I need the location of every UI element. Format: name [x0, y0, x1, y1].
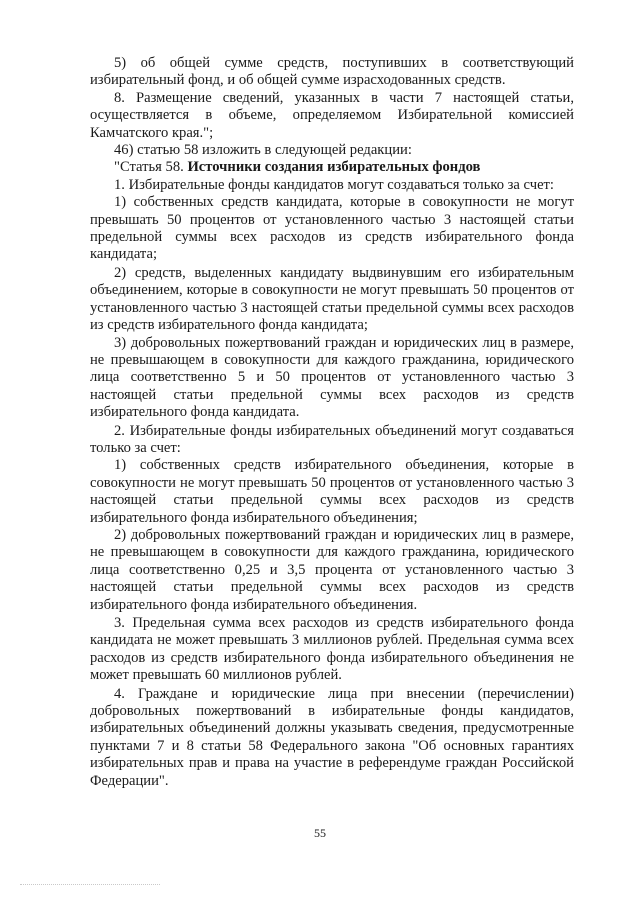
paragraph-part-2-item-1: 1) собственных средств избирательного объединения, которые в совокупности не могут превышать 50 процентов от установленного частью 3 настоящей статьи предельной суммы всех расходов из средств избирательного фонда избирательного объединения;	[90, 457, 574, 526]
paragraph-part-2: 2. Избирательные фонды избирательных объединений могут создаваться только за счет:	[90, 422, 574, 456]
article-heading	[90, 159, 574, 176]
paragraph-part-4: 4. Граждане и юридические лица при внесении (перечислении) добровольных пожертвований в избирательные фонды кандидатов, избирательных объединений должны указывать сведения, предусмотренные пунктами 7 и 8 статьи 58 Федерального закона "Об основных гарантиях избирательных прав и права на участие в референдуме граждан Российской Федерации".	[90, 685, 574, 789]
paragraph-part-1-item-3: 3) добровольных пожертвований граждан и юридических лиц в размере, не превышающем в совокупности для каждого гражданина, юридического лица соответственно 5 и 50 процентов от установленного частью 3 настоящей статьи предельной суммы всех расходов из средств избирательного фонда кандидата.	[90, 334, 574, 421]
paragraph-part-3: 3. Предельная сумма всех расходов из средств избирательного фонда кандидата не может превышать 3 миллионов рублей. Предельная сумма всех расходов из средств избирательного фонда избирательного объединения не может превышать 60 миллионов рублей.	[90, 615, 574, 684]
paragraph-part-1: 1. Избирательные фонды кандидатов могут создаваться только за счет:	[114, 176, 554, 193]
paragraph-part-1-item-1: 1) собственных средств кандидата, которые в совокупности не могут превышать 50 процентов от установленного частью 3 настоящей статьи предельной суммы всех расходов из средств избирательного фонда кандидата;	[90, 194, 574, 263]
page-number: 55	[314, 826, 326, 840]
paragraph-item-5: 5) об общей сумме средств, поступивших в соответствующий избирательный фонд, и об общей сумме израсходованных средств.	[90, 55, 574, 89]
paragraph-part-2-item-2: 2) добровольных пожертвований граждан и юридических лиц в размере, не превышающем в совокупности для каждого гражданина, юридического лица соответственно 0,25 и 3,5 процента от установленного частью 3 настоящей статьи предельной суммы всех расходов из средств избирательного фонда избирательного объединения.	[90, 526, 574, 613]
paragraph-amendment-46: 46) статью 58 изложить в следующей редакции:	[114, 142, 412, 159]
paragraph-part-1-item-2: 2) средств, выделенных кандидату выдвинувшим его избирательным объединением, которые в совокупности не могут превышать 50 процентов от установленного частью 3 настоящей статьи предельной суммы всех расходов из средств избирательного фонда кандидата;	[90, 264, 574, 334]
article-prefix: "Статья 58.	[114, 159, 188, 176]
document-body	[90, 55, 574, 790]
scan-artifact	[20, 884, 160, 887]
article-title: Источники создания избирательных фондов	[187, 159, 481, 176]
paragraph-part-8: 8. Размещение сведений, указанных в части 7 настоящей статьи, осуществляется в объеме, определяемом Избирательной комиссией Камчатского края.";	[90, 89, 574, 141]
